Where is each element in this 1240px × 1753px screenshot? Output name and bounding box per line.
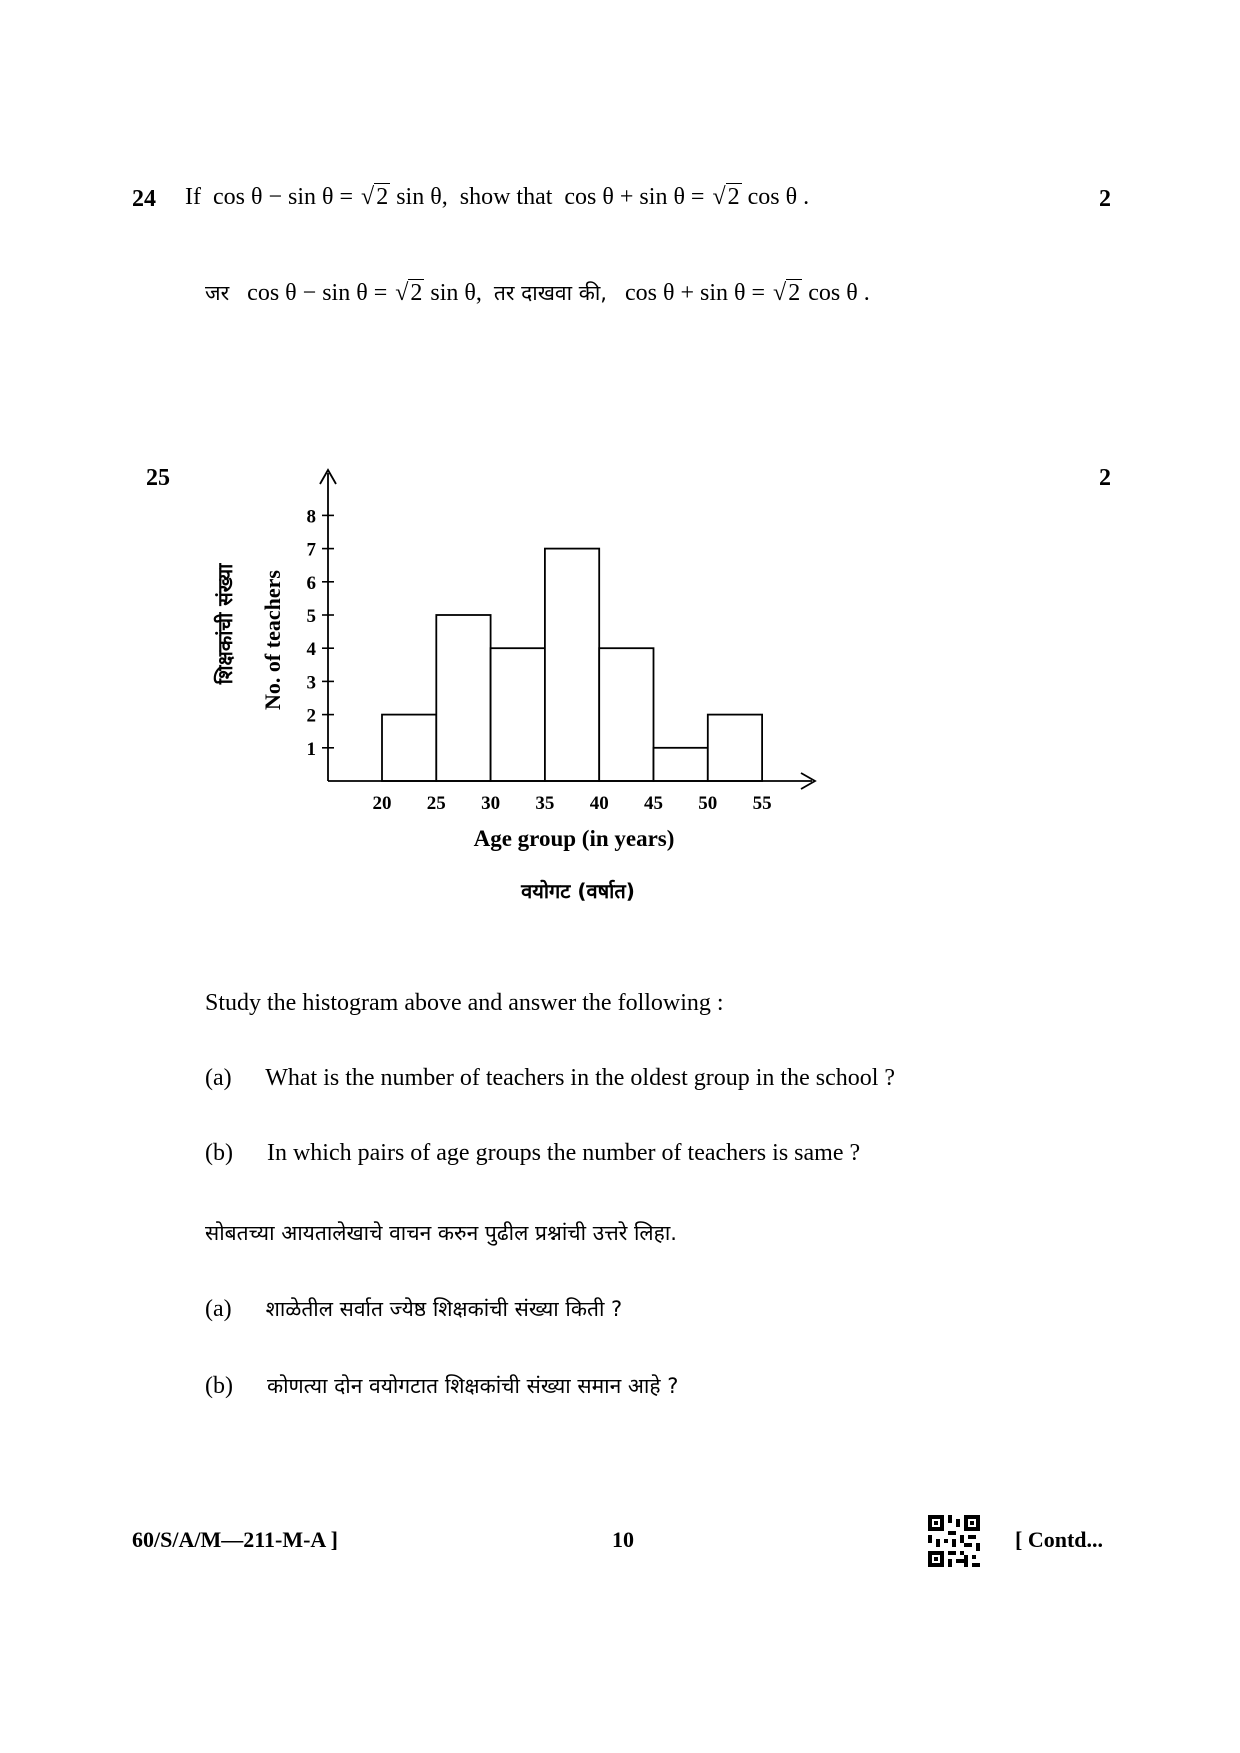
q25-part-a [205,1065,895,1092]
q25-marathi-b [205,1372,678,1400]
histogram-bar-40-45 [599,648,653,781]
q24-expr1: cos θ − sin θ = [212,184,354,210]
q24-mr-cos: cos θ . [808,280,870,306]
y-tick-label: 8 [306,506,316,528]
q24-sin: sin θ, [396,184,448,210]
x-tick-label: 25 [426,793,446,814]
q24-mr-expr1: cos θ − sin θ = [247,280,388,306]
page-number: 10 [612,1527,634,1552]
q25-marathi-study: सोबतच्या आयतालेखाचे वाचन करुन पुढील प्रश्नांची उत्तरे लिहा. [205,1221,677,1245]
q25-study-text: Study the histogram above and answer the following : [205,990,724,1016]
x-tick-label: 30 [481,793,501,814]
q25-number: 25 [146,465,170,491]
q24-mr-sin: sin θ, [430,280,482,306]
q25-a-text: What is the number of teachers in the oldest group in the school ? [265,1065,896,1091]
sqrt-2: √2 [773,280,801,306]
x-axis-label: Age group (in years) [473,826,675,851]
y-tick-label: 5 [306,606,316,627]
y-tick-label: 3 [306,672,316,694]
y-tick-label: 6 [306,572,316,594]
q24-marks: 2 [1099,186,1111,212]
y-tick-label: 4 [306,639,316,661]
q25-mr-a-text: शाळेतील सर्वात ज्येष्ठ शिक्षकांची संख्या किती ? [265,1297,623,1321]
histogram-bar-45-50 [654,748,708,781]
paper-code: 60/S/A/M—211-M-A ] [132,1527,338,1552]
q25-a-label: (a) [205,1065,232,1091]
q25-b-label: (b) [205,1140,233,1166]
x-tick-label: 50 [698,793,718,814]
histogram-bar-30-35 [491,648,545,781]
histogram-bar-50-55 [708,715,762,781]
q25-marks: 2 [1099,465,1111,491]
q25-marathi-a [205,1295,622,1323]
q25-part-b [205,1140,860,1167]
q24-mr-expr2: cos θ + sin θ = [624,280,766,306]
q25-b-text: In which pairs of age groups the number of teachers is same ? [266,1140,861,1166]
q25-mr-b-label: (b) [205,1373,233,1399]
q25-mr-a-label: (a) [205,1296,232,1322]
y-axis-label: No. of teachers [260,570,285,710]
histogram-bar-20-25 [382,715,436,781]
y-tick-label: 2 [306,705,316,727]
x-tick-label: 55 [752,793,772,814]
x-tick-label: 20 [372,793,392,814]
q24-mr-show: तर दाखवा की, [493,281,607,305]
x-axis-label-marathi: वयोगट (वर्षात) [521,879,635,903]
continued-label: [ Contd... [1015,1527,1104,1552]
y-tick-label: 7 [306,539,316,561]
qr-code-icon [928,1515,980,1567]
q25-mr-b-text: कोणत्या दोन वयोगटात शिक्षकांची संख्या समान आहे ? [266,1374,679,1398]
q24-mr-if: जर [205,281,230,305]
histogram-bar-25-30 [436,615,490,781]
q24-expr2: cos θ + sin θ = [564,184,705,210]
q24-number: 24 [132,186,156,212]
y-tick-label: 1 [306,738,316,760]
histogram-bar-35-40 [545,549,599,781]
y-axis-label-marathi: शिक्षकांची संख्या [213,563,237,685]
x-tick-label: 45 [644,793,663,814]
q24-if: If [185,184,201,210]
q24-show-that: show that [459,184,553,210]
sqrt-2: √2 [361,184,389,210]
sqrt-2: √2 [395,280,423,306]
x-tick-label: 35 [535,793,555,814]
x-tick-label: 40 [589,793,609,814]
q24-cos: cos θ . [747,184,810,210]
sqrt-2: √2 [712,184,740,210]
